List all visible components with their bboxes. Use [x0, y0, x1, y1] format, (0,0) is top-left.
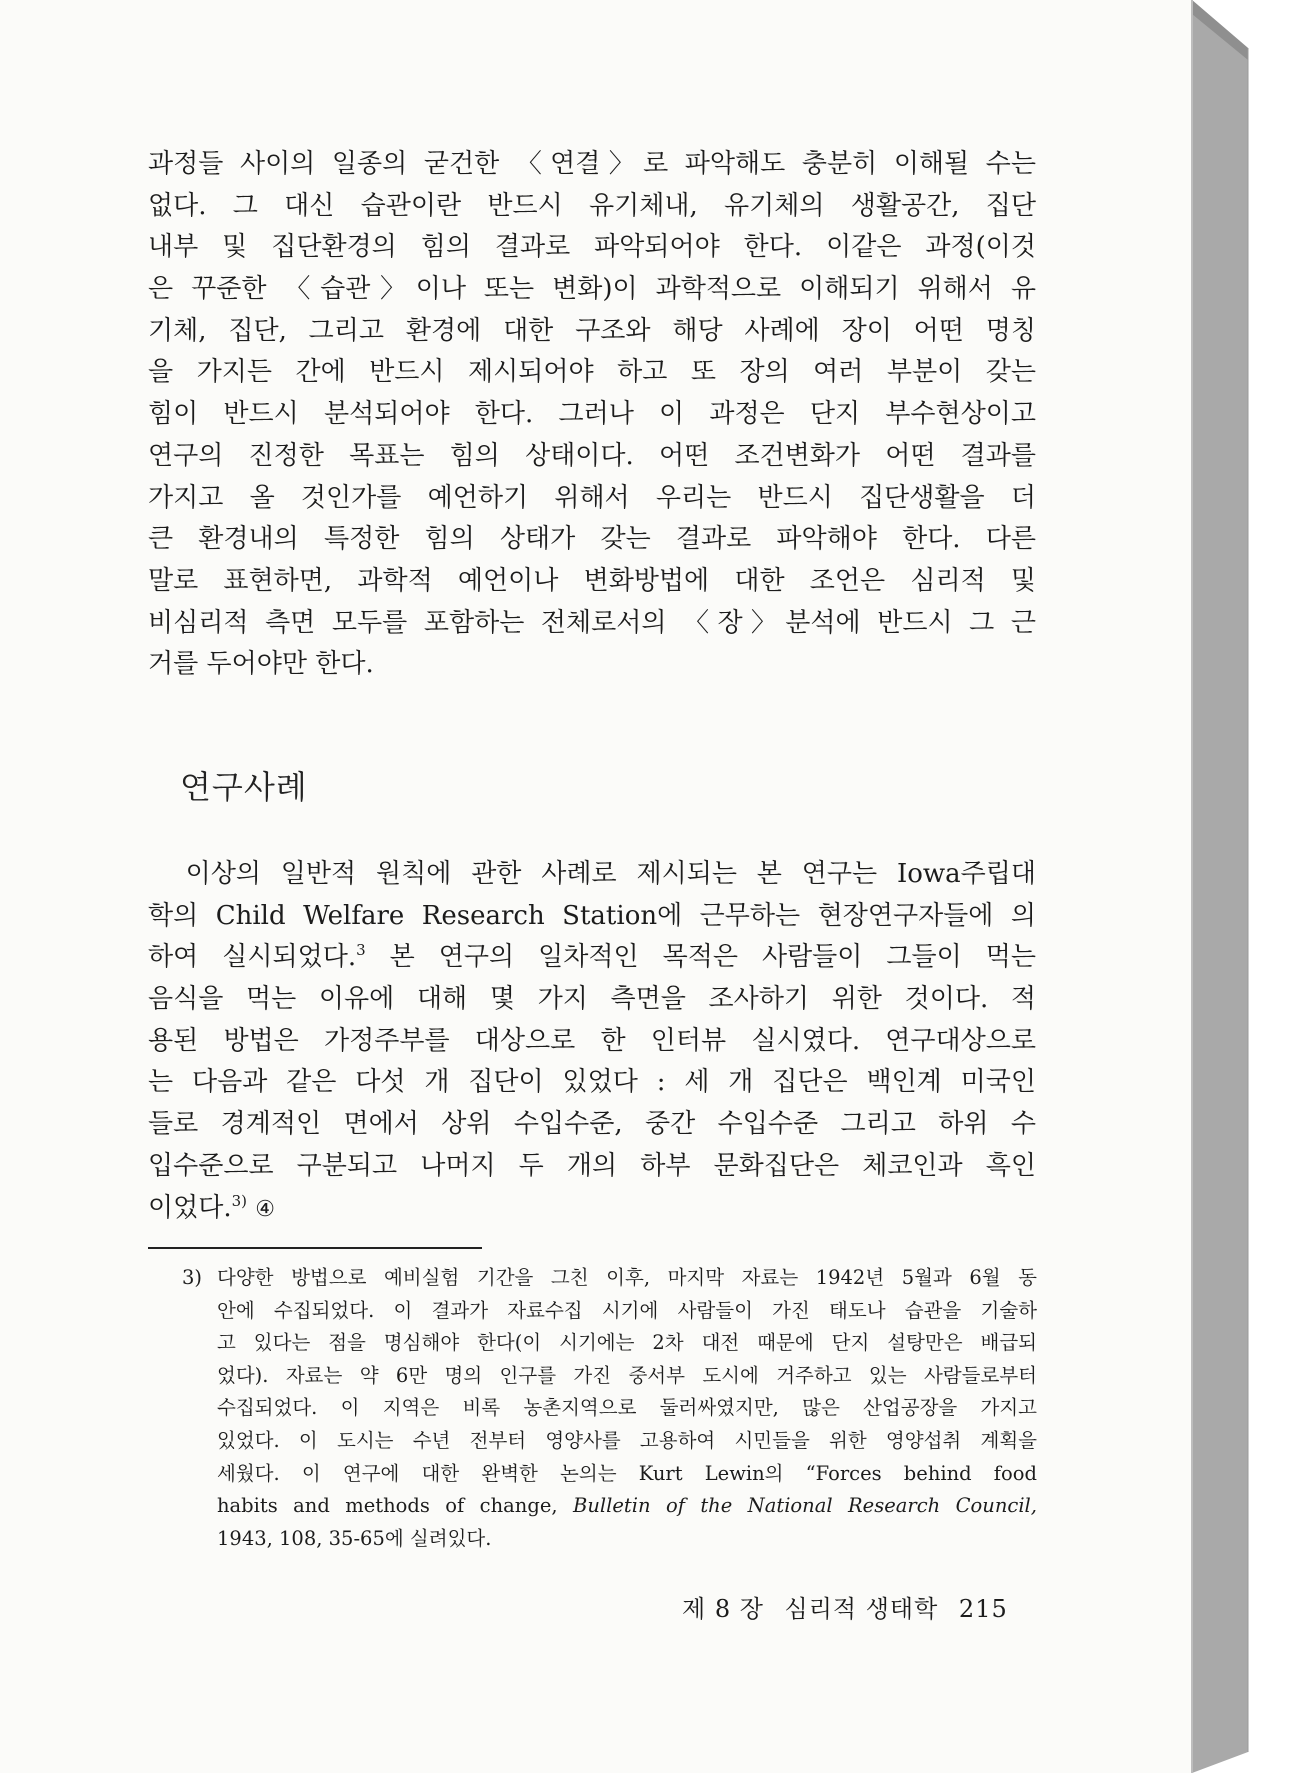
- page-number: 215: [958, 1595, 1008, 1623]
- note-mark: 3: [356, 941, 366, 960]
- text-line: 힘이 반드시 분석되어야 한다. 그러나 이 과정은 단지 부수현상이고: [148, 399, 1036, 430]
- text-line: 연구의 진정한 목표는 힘의 상태이다. 어떤 조건변화가 어떤 결과를: [148, 440, 1036, 471]
- text-line-with-note: [148, 1188, 1036, 1230]
- text-line: 용된 방법은 가정주부를 대상으로 한 인터뷰 실시였다. 연구대상으로: [148, 1025, 1036, 1056]
- section-heading: 연구사례: [180, 768, 308, 806]
- text-line: 내부 및 집단환경의 힘의 결과로 파악되어야 한다. 이같은 과정(이것: [148, 232, 1036, 263]
- text-line: 들로 경계적인 면에서 상위 수입수준, 중간 수입수준 그리고 하위 수: [148, 1109, 1036, 1140]
- footnote-line: 었다). 자료는 약 6만 명의 인구를 가진 중서부 도시에 거주하고 있는 사람들로부터: [217, 1363, 1037, 1387]
- footnote-line: 안에 수집되었다. 이 결과가 자료수집 시기에 사람들이 가진 태도나 습관을 기술하: [217, 1298, 1037, 1322]
- footnote-line: 고 있다는 점을 명심해야 한다(이 시기에는 2차 대전 때문에 단지 설탕만은 배급되: [217, 1331, 1037, 1355]
- paragraph-2: [148, 854, 1036, 1229]
- text-line: 큰 환경내의 특정한 힘의 상태가 갖는 결과로 파악해야 한다. 다른: [148, 524, 1036, 555]
- circled-number-4: ④: [255, 1196, 276, 1222]
- chapter-label: 제 8 장: [682, 1595, 764, 1623]
- footnote-line: 수집되었다. 이 지역은 비록 농촌지역으로 둘러싸였지만, 많은 산업공장을 가지고: [217, 1396, 1037, 1420]
- text-line: 거를 두어야만 한다.: [148, 649, 374, 680]
- footnote-line: 있었다. 이 도시는 수년 전부터 영양사를 고용하여 시민들을 위한 영양섭취 계획을: [217, 1428, 1037, 1452]
- text-line: 말로 표현하면, 과학적 예언이나 변화방법에 대한 조언은 심리적 및: [148, 565, 1036, 596]
- text-line: 을 가지든 간에 반드시 제시되어야 하고 또 장의 여러 부분이 갖는: [148, 357, 1036, 388]
- text-line: 과정들 사이의 일종의 굳건한 〈연결〉로 파악해도 충분히 이해될 수는: [148, 149, 1036, 179]
- footnote-divider: [148, 1247, 482, 1249]
- text-line-with-note: [148, 937, 1036, 979]
- text-line: 이상의 일반적 원칙에 관한 사례로 제시되는 본 연구는 Iowa주립대: [148, 859, 1036, 889]
- text-segment: 하여 실시되었다.: [148, 942, 357, 973]
- running-footer: [682, 1589, 1020, 1624]
- text-line: 는 다음과 같은 다섯 개 집단이 있었다 : 세 개 집단은 백인계 미국인: [148, 1067, 1036, 1098]
- text-line: 비심리적 측면 모두를 포함하는 전체로서의 〈장〉분석에 반드시 그 근: [148, 607, 1036, 638]
- text-line: 음식을 먹는 이유에 대해 몇 가지 측면을 조사하기 위한 것이다. 적: [148, 984, 1036, 1015]
- paragraph-1: [148, 144, 1036, 686]
- footnote-line: 세웠다. 이 연구에 대한 완벽한 논의는 Kurt Lewin의 “Forces behind food: [217, 1461, 1037, 1485]
- text-segment: 이었다.: [148, 1192, 232, 1223]
- footnote-number: 3): [182, 1266, 203, 1289]
- text-line: 가지고 올 것인가를 예언하기 위해서 우리는 반드시 집단생활을 더: [148, 482, 1036, 513]
- text-line: 없다. 그 대신 습관이란 반드시 유기체내, 유기체의 생활공간, 집단: [148, 190, 1036, 221]
- journal-title: Bulletin of the National Research Council,: [573, 1494, 1037, 1518]
- text-line: 기체, 집단, 그리고 환경에 대한 구조와 해당 사례에 장이 어떤 명칭: [148, 315, 1036, 346]
- text-segment: 본 연구의 일차적인 목적은 사람들이 그들이 먹는: [389, 942, 1037, 973]
- footnote-line: 1943, 108, 35-65에 실려있다.: [217, 1526, 492, 1550]
- footnote-body: [217, 1262, 1037, 1555]
- footnote-text: habits and methods of change,: [217, 1494, 558, 1518]
- text-line: 은 꾸준한 〈습관〉이나 또는 변화)이 과학적으로 이해되기 위해서 유: [148, 274, 1036, 305]
- footnote-line: [217, 1490, 1037, 1523]
- text-line: 입수준으로 구분되고 나머지 두 개의 하부 문화집단은 체코인과 흑인: [148, 1150, 1036, 1181]
- footnote-line: 다양한 방법으로 예비실험 기간을 그친 이후, 마지막 자료는 1942년 5월과 6월 동: [217, 1266, 1037, 1289]
- chapter-title: 심리적 생태학: [784, 1595, 939, 1623]
- footnote-ref: 3): [231, 1191, 248, 1210]
- text-line: 학의 Child Welfare Research Station에 근무하는 현장연구자들에 의: [148, 900, 1036, 931]
